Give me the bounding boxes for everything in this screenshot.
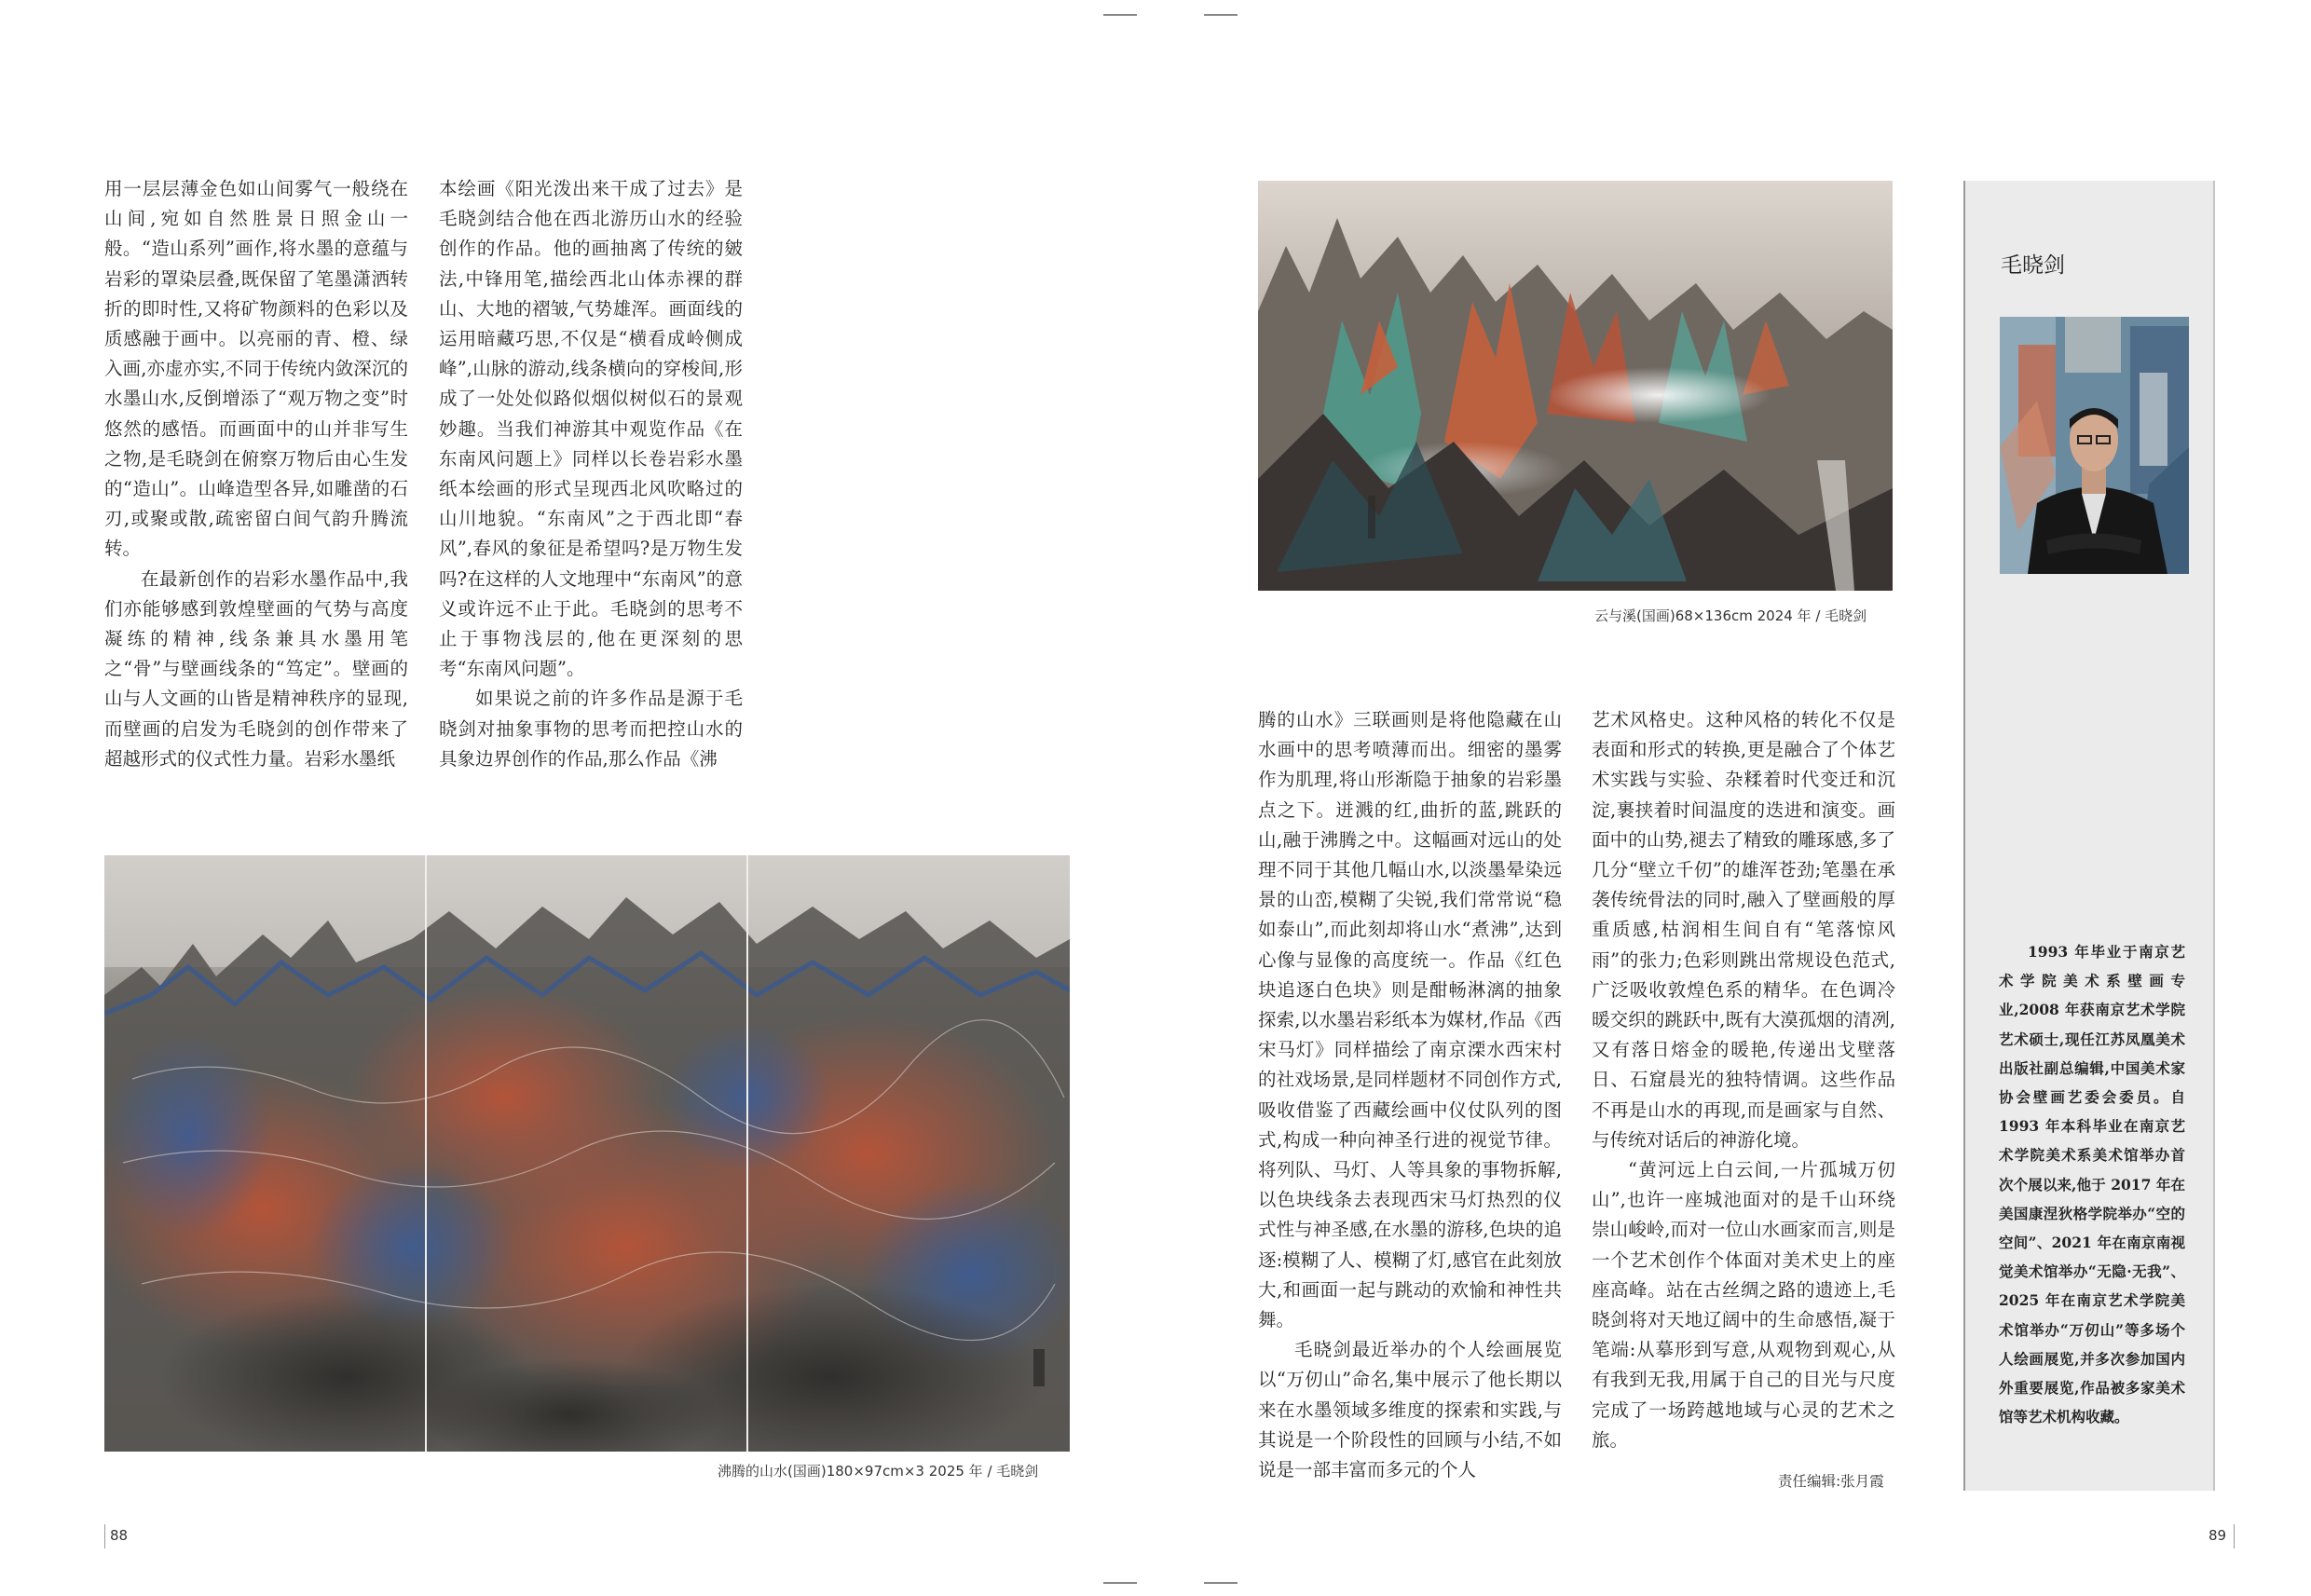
crop-mark — [1204, 14, 1238, 16]
paragraph: 用一层层薄金色如山间雾气一般绕在山间,宛如自然胜景日照金山一般。“造山系列”画作,将水墨的意蕴与岩彩的罩染层叠,既保留了笔墨潇洒转折的即时性,又将矿物颜料的色彩以及质感融于画中。以亮丽的青、橙、绿入画,亦虚亦实,不同于传统内敛深沉的水墨山水,反倒增添了“观万物之变”时悠然的感悟。而画面中的山并非写生之物,是毛晓剑在俯察万物后由心生发的“造山”。山峰造型各异,如雕凿的石刃,或聚或散,疏密留白间气韵升腾流转。 — [104, 178, 408, 560]
mountain-painting — [1258, 181, 1893, 591]
paragraph: “黄河远上白云间,一片孤城万仞山”,也许一座城池面对的是千山环绕崇山峻岭,而对一位山水画家而言,则是一个艺术创作个体面对美术史上的座座高峰。站在古丝绸之路的遗迹上,毛晓剑将对天地辽阔中的生命感悟,凝于笔端:从摹形到写意,从观物到观心,从有我到无我,用属于自己的目光与尺度完成了一场跨越地域与心灵的艺术之旅。 — [1592, 1159, 1895, 1451]
author-name: 毛晓剑 — [2001, 253, 2065, 278]
author-bio — [1999, 937, 2185, 1431]
paragraph: 在最新创作的岩彩水墨作品中,我们亦能够感到敦煌壁画的气势与高度凝练的精神,线条兼具水墨用笔之“骨”与壁画线条的“笃定”。壁画的山与人文画的山皆是精神秩序的显现,而壁画的启发为毛晓剑的创作带来了超越形式的仪式性力量。岩彩水墨纸 — [104, 567, 408, 770]
page-number-left: 88 — [110, 1527, 129, 1544]
author-portrait — [2000, 317, 2189, 574]
paragraph: 腾的山水》三联画则是将他隐藏在山水画中的思考喷薄而出。细密的墨雾作为肌理,将山形渐隐于抽象的岩彩墨点之下。迸溅的红,曲折的蓝,跳跃的山,融于沸腾之中。这幅画对远山的处理不同于其他几幅山水,以淡墨晕染远景的山峦,模糊了尖锐,我们常常说“稳如泰山”,而此刻却将山水“煮沸”,达到心像与显像的高度统一。作品《红色块追逐白色块》则是酣畅淋漓的抽象探索,以水墨岩彩纸本为媒材,作品《西宋马灯》同样描绘了南京溧水西宋村的社戏场景,是同样题材不同创作方式,吸收借鉴了西藏绘画中仪仗队列的图式,构成一种向神圣行进的视觉节律。将列队、马灯、人等具象的事物拆解,以色块线条去表现西宋马灯热烈的仪式性与神圣感,在水墨的游移,色块的追逐:模糊了人、模糊了灯,感官在此刻放大,和画面一起与跳动的欢愉和神性共舞。 — [1258, 709, 1562, 1331]
paragraph: 本绘画《阳光泼出来干成了过去》是毛晓剑结合他在西北游历山水的经验创作的作品。他的画抽离了传统的皴法,中锋用笔,描绘西北山体赤裸的群山、大地的褶皱,气势雄浑。画面线的运用暗藏巧思,不仅是“横看成岭侧成峰”,山脉的游动,线条横向的穿梭间,形成了一处处似路似烟似树似石的景观妙趣。当我们神游其中观览作品《在东南风问题上》同样以长卷岩彩水墨纸本绘画的形式呈现西北风吹略过的山川地貌。“东南风”之于西北即“春风”,春风的象征是希望吗?是万物生发吗?在这样的人文地理中“东南风”的意义或许远不止于此。毛晓剑的思考不止于事物浅层的,他在更深刻的思考“东南风问题”。 — [439, 178, 743, 680]
author-sidebar — [1963, 181, 2215, 1491]
crop-mark — [1204, 1582, 1238, 1584]
crop-mark — [1103, 1582, 1137, 1584]
responsible-editor: 责任编辑:张月霞 — [1778, 1473, 1884, 1490]
paragraph: 如果说之前的许多作品是源于毛晓剑对抽象事物的思考而把控山水的具象边界创作的作品,那么作品《沸 — [439, 688, 743, 770]
mountain-painting-image — [1258, 181, 1893, 591]
crop-mark — [1103, 14, 1137, 16]
page-number-rule — [104, 1524, 105, 1548]
author-bio-text: 1993 年毕业于南京艺术学院美术系壁画专业,2008 年获南京艺术学院艺术硕士,现任江苏凤凰美术出版社副总编辑,中国美术家协会壁画艺委会委员。自 1993 年本科毕业在南京艺术学院美术系美术馆举办首次个展以来,他于 2017 年在美国康涅狄格学院举办“空的空间”、2021 年在南京南视觉美术馆举办“无隐·无我”、2025 年在南京艺术学院美术馆举办“万仞山”等多场个人绘画展览,并多次参加国内外重要展览,作品被多家美术馆等艺术机构收藏。 — [1999, 943, 2185, 1426]
page-number-right: 89 — [2208, 1527, 2227, 1544]
article-column-3 — [1258, 705, 1562, 1485]
article-column-4 — [1592, 705, 1895, 1455]
article-column-1 — [104, 174, 408, 774]
mountain-caption: 云与溪(国画)68×136cm 2024 年 / 毛晓剑 — [1594, 607, 1867, 624]
triptych-painting-image — [104, 855, 1070, 1452]
paragraph: 毛晓剑最近举办的个人绘画展览以“万仞山”命名,集中展示了他长期以来在水墨领域多维度的探索和实践,与其说是一个阶段性的回顾与小结,不如说是一部丰富而多元的个人 — [1258, 1339, 1562, 1481]
page-number-rule — [2234, 1524, 2235, 1548]
article-column-2 — [439, 174, 743, 774]
paragraph: 艺术风格史。这种风格的转化不仅是表面和形式的转换,更是融合了个体艺术实践与实验、杂糅着时代变迁和沉淀,裹挟着时间温度的迭进和演变。画面中的山势,褪去了精致的雕琢感,多了几分“壁立千仞”的雄浑苍劲;笔墨在承袭传统骨法的同时,融入了壁画般的厚重质感,枯润相生间自有“笔落惊风雨”的张力;色彩则跳出常规设色范式,广泛吸收敦煌色系的精华。在色调冷暖交织的跳跃中,既有大漠孤烟的清冽,又有落日熔金的暖艳,传递出戈壁落日、石窟晨光的独特情调。这些作品不再是山水的再现,而是画家与自然、与传统对话后的神游化境。 — [1592, 709, 1895, 1151]
triptych-painting — [104, 855, 1070, 1452]
author-portrait-image — [2000, 317, 2189, 574]
triptych-caption: 沸腾的山水(国画)180×97cm×3 2025 年 / 毛晓剑 — [718, 1463, 1039, 1480]
